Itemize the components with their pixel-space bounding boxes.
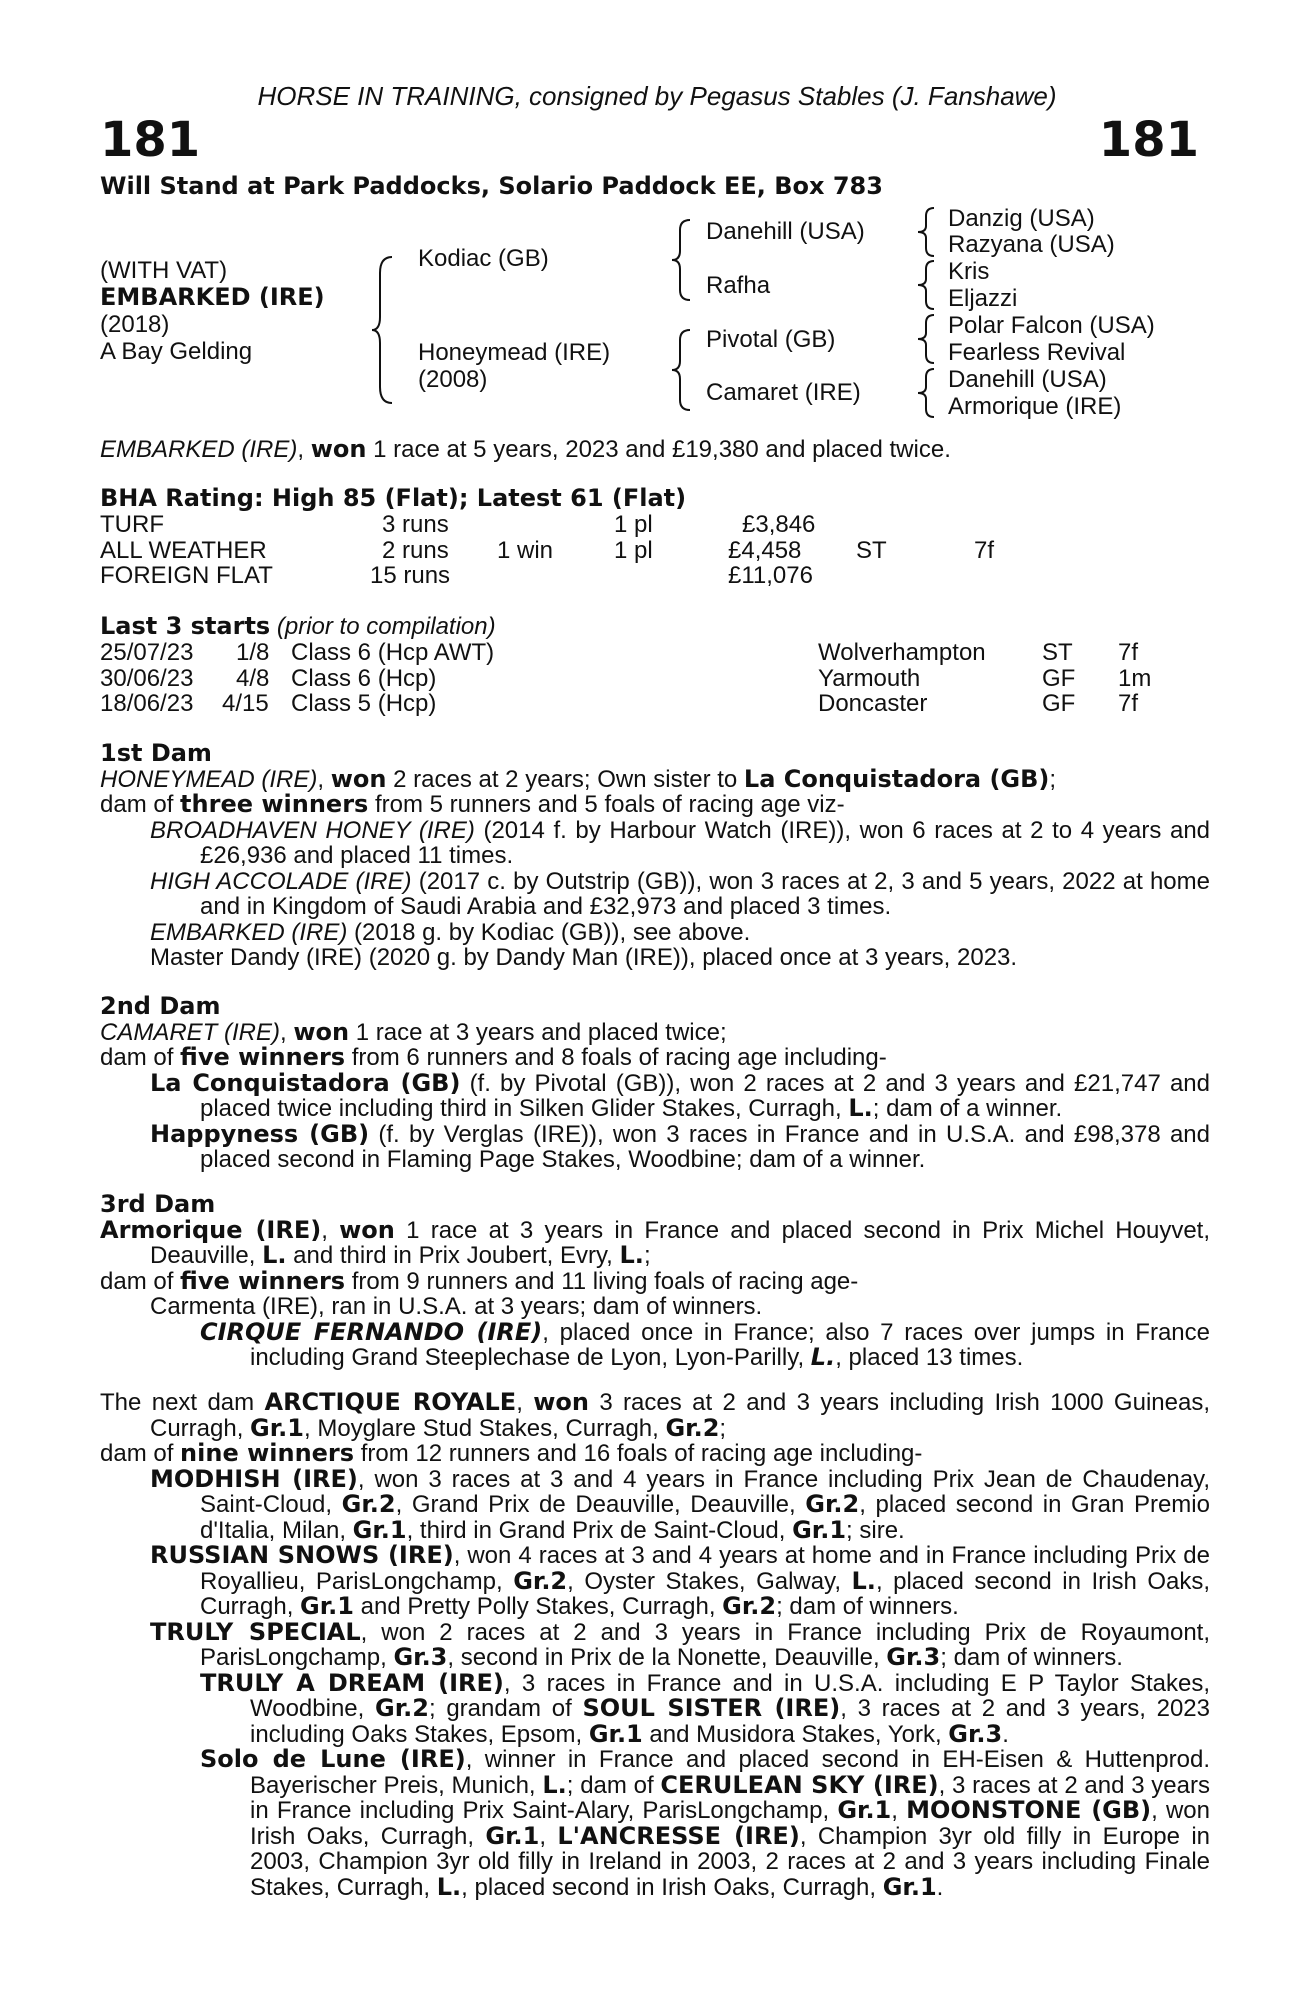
dam-of-label: dam of — [100, 1044, 181, 1071]
produce-name: Happyness (GB) — [150, 1119, 370, 1148]
start-date: 18/06/23 — [100, 690, 194, 717]
third-dam-line — [100, 1215, 1210, 1269]
pedigree-sire-dam: Rafha — [706, 272, 771, 299]
listed-label: L. — [262, 1241, 287, 1269]
rating-runs: 2 runs — [382, 536, 449, 564]
produce-text: and Pretty Polly Stakes, Curragh, — [353, 1593, 723, 1620]
dam-text: , Moyglare Stud Stakes, Curragh, — [303, 1414, 666, 1442]
produce-name: CERULEAN SKY (IRE) — [660, 1770, 939, 1799]
produce-text: , won 4 races at 3 and 4 years at home and in France including Prix de Royallieu, ParisLongchamp, — [200, 1542, 1210, 1595]
group-label: Gr.1 — [300, 1592, 354, 1620]
start-distance: 7f — [1118, 639, 1139, 666]
first-dam-line — [100, 764, 1210, 793]
rating-wins: 1 win — [497, 536, 554, 564]
group-label: Gr.1 — [250, 1413, 304, 1442]
start-distance: 1m — [1118, 664, 1152, 692]
dam-of-label: dam of — [100, 791, 181, 818]
brace-g3-1 — [918, 206, 936, 258]
horse-description: A Bay Gelding — [100, 338, 253, 365]
produce-name: EMBARKED (IRE) — [150, 918, 348, 946]
punct: ; — [719, 1414, 727, 1442]
third-dam-heading: 3rd Dam — [100, 1190, 216, 1218]
pedigree-g3-1: Danzig (USA) — [948, 205, 1095, 232]
rating-surface: ALL WEATHER — [100, 536, 267, 564]
pedigree-g3-2: Razyana (USA) — [948, 231, 1115, 258]
pedigree-g3-4: Eljazzi — [948, 285, 1018, 312]
last-starts-note: (prior to compilation) — [270, 613, 496, 640]
brace-sire-line — [672, 218, 692, 302]
rating-runs: 15 runs — [370, 562, 451, 589]
pedigree-dam-year: (2008) — [418, 366, 488, 393]
produce-name: La Conquistadora (GB) — [150, 1068, 461, 1097]
produce-entry — [100, 1668, 1210, 1748]
produce-entry — [100, 1464, 1210, 1544]
vat-label: (WITH VAT) — [100, 257, 228, 284]
produce-text: ; dam of — [566, 1771, 661, 1799]
start-distance: 7f — [1118, 690, 1139, 717]
start-position: 4/15 — [222, 690, 269, 717]
produce-text: from 9 runners and 11 living foals of racing age- — [345, 1267, 859, 1295]
rating-runs: 3 runs — [382, 511, 449, 538]
summary-text: 1 race at 5 years, 2023 and £19,380 and placed twice. — [366, 436, 951, 463]
won-label: won — [330, 764, 387, 793]
winners-count: three winners — [180, 790, 369, 818]
produce-text: , won 2 races at 2 and 3 years in France including Prix de Royaumont, ParisLongchamp, — [200, 1618, 1211, 1671]
produce-text: (f. by Verglas (IRE)), won 3 races in France and in U.S.A. and £98,378 and placed second in Flaming Page Stakes, Woodbine; dam of a winner. — [200, 1120, 1211, 1173]
start-course: Doncaster — [818, 690, 928, 717]
produce-text: ; grandam of — [428, 1695, 583, 1722]
start-course: Wolverhampton — [818, 639, 986, 666]
pedigree-sire: Kodiac (GB) — [418, 245, 549, 272]
produce-text: , winner in France and placed second in EH-Eisen & Huttenprod. Bayerischer Preis, Munich, — [250, 1746, 1211, 1799]
produce-text: , placed 13 times. — [835, 1344, 1024, 1371]
stand-location: Will Stand at Park Paddocks, Solario Paddock EE, Box 783 — [100, 172, 883, 200]
produce-text: , placed second in Irish Oaks, Curragh, — [461, 1873, 883, 1901]
won-label: won — [339, 1215, 395, 1244]
produce-text: ; dam of a winner. — [872, 1095, 1063, 1122]
listed-label: L. — [810, 1343, 836, 1371]
brace-g3-4 — [918, 367, 936, 419]
produce-text: ; dam of winners. — [776, 1593, 959, 1620]
start-class: Class 5 (Hcp) — [291, 690, 437, 717]
produce-name: TRULY A DREAM (IRE) — [200, 1668, 504, 1697]
dam-name: Armorique (IRE) — [100, 1215, 322, 1244]
separator: , — [280, 1018, 294, 1046]
group-label: Gr.1 — [352, 1515, 407, 1544]
group-label: Gr.2 — [513, 1566, 568, 1595]
group-label: Gr.1 — [792, 1515, 847, 1544]
group-label: Gr.2 — [665, 1413, 720, 1442]
pedigree-g3-7: Danehill (USA) — [948, 366, 1107, 393]
pedigree-g3-6: Fearless Revival — [948, 339, 1126, 366]
dam-text: 2 races at 2 years; Own sister to — [386, 765, 744, 793]
produce-entry: Master Dandy (IRE) (2020 g. by Dandy Man (IRE)), placed once at 3 years, 2023. — [150, 944, 1018, 971]
pedigree-dam-sire: Pivotal (GB) — [706, 326, 836, 353]
consignment-line: HORSE IN TRAINING, consigned by Pegasus Stables (J. Fanshawe) — [257, 81, 1057, 111]
produce-text: ; sire. — [846, 1516, 905, 1544]
start-going: ST — [1042, 639, 1073, 666]
pedigree-sire-sire: Danehill (USA) — [706, 218, 865, 245]
produce-name: L'ANCRESSE (IRE) — [557, 1821, 800, 1850]
rating-prize: £3,846 — [742, 511, 816, 538]
produce-entry — [100, 818, 1210, 869]
separator: , — [516, 1389, 534, 1416]
rating-prize: £11,076 — [728, 562, 813, 589]
group-label: Gr.3 — [393, 1643, 448, 1671]
produce-entry — [100, 1747, 1210, 1900]
produce-name: TRULY SPECIAL — [150, 1617, 361, 1646]
group-label: Gr.1 — [837, 1796, 892, 1824]
group-label: Gr.2 — [722, 1592, 777, 1620]
group-label: Gr.2 — [805, 1490, 860, 1518]
pedigree-g3-3: Kris — [948, 258, 990, 285]
group-label: Gr.2 — [375, 1694, 429, 1722]
second-dam-section — [100, 994, 1210, 1173]
produce-text: . — [936, 1873, 944, 1901]
dam-text: 1 race at 3 years and placed twice; — [349, 1018, 727, 1046]
horse-name: EMBARKED (IRE) — [100, 283, 325, 311]
brace-generation-1 — [372, 255, 394, 405]
produce-entry: Carmenta (IRE), ran in U.S.A. at 3 years; dam of winners. — [150, 1293, 763, 1320]
produce-text: , 3 races in France and in U.S.A. including E P Taylor Stakes, Woodbine, — [250, 1669, 1210, 1722]
produce-text: (2018 g. by Kodiac (GB)), see above. — [347, 918, 751, 946]
start-going: GF — [1042, 690, 1076, 717]
start-going: GF — [1042, 664, 1076, 692]
punct: ; — [643, 1242, 651, 1269]
produce-entry — [100, 1317, 1210, 1371]
group-label: Gr.1 — [882, 1872, 937, 1901]
produce-name: CIRQUE FERNANDO (IRE) — [200, 1317, 543, 1346]
produce-text: (f. by Pivotal (GB)), won 2 races at 2 and 3 years and £21,747 and placed twice including third in Silken Glider Stakes, Curragh, — [200, 1069, 1210, 1122]
produce-name: MODHISH (IRE) — [150, 1464, 358, 1493]
next-dam-line — [100, 1390, 1210, 1441]
group-label: Gr.2 — [341, 1490, 396, 1518]
produce-text: , 3 races at 2 and 3 years, 2023 including Oaks Stakes, Epsom, — [250, 1695, 1210, 1748]
produce-text: , second in Prix de la Nonette, Deauville, — [447, 1644, 887, 1671]
horse-year: (2018) — [100, 311, 170, 338]
produce-text: (2017 c. by Outstrip (GB)), won 3 races at 2, 3 and 5 years, 2022 at home and in Kingdom of Saudi Arabia and £32,973 and placed 3 times. — [200, 867, 1210, 920]
start-class: Class 6 (Hcp) — [291, 664, 437, 692]
brace-g3-2 — [918, 259, 936, 311]
produce-entry — [100, 1068, 1210, 1122]
rating-placed: 1 pl — [614, 536, 653, 564]
produce-text: , placed second in Irish Oaks, Curragh, — [200, 1567, 1211, 1620]
produce-text: , Grand Prix de Deauville, Deauville, — [395, 1491, 806, 1518]
rating-surface: TURF — [100, 511, 164, 538]
produce-text: , 3 races at 2 and 3 years in France including Prix Saint-Alary, ParisLongchamp, — [250, 1771, 1210, 1824]
start-date: 30/06/23 — [100, 664, 194, 692]
pedigree-dam: Honeymead (IRE) — [418, 339, 611, 366]
summary-horse-name: EMBARKED (IRE) — [100, 436, 298, 463]
first-dam-produce-line — [100, 792, 1210, 818]
third-dam-section — [100, 1192, 1210, 1371]
listed-label: L. — [848, 1094, 873, 1122]
rating-prize: £4,458 — [728, 536, 802, 564]
second-dam-heading: 2nd Dam — [100, 992, 221, 1020]
listed-label: L. — [851, 1566, 876, 1595]
next-dam-produce-line — [100, 1441, 1210, 1467]
produce-name: SOUL SISTER (IRE) — [582, 1694, 841, 1722]
start-course: Yarmouth — [818, 664, 921, 692]
produce-entry — [100, 1617, 1211, 1671]
produce-text: from 12 runners and 16 foals of racing age including- — [354, 1440, 923, 1467]
sister-name: La Conquistadora (GB) — [743, 764, 1050, 793]
start-position: 1/8 — [236, 639, 270, 666]
winners-count: five winners — [180, 1266, 346, 1295]
last-starts-title: Last 3 starts — [100, 612, 271, 640]
next-dam-label: The next dam — [100, 1389, 265, 1416]
produce-entry — [100, 1543, 1210, 1620]
last-starts-heading — [100, 614, 496, 640]
produce-text: , Oyster Stakes, Galway, — [567, 1567, 852, 1595]
listed-label: L. — [436, 1872, 462, 1901]
dam-text: and third in Prix Joubert, Evry, — [286, 1242, 620, 1269]
rating-distance: 7f — [974, 536, 995, 564]
produce-text: , third in Grand Prix de Saint-Cloud, — [406, 1516, 793, 1544]
produce-entry — [100, 920, 1210, 946]
lot-number-right: 181 — [1098, 112, 1199, 168]
produce-name: BROADHAVEN HONEY (IRE) — [150, 816, 475, 844]
rating-surface: FOREIGN FLAT — [100, 562, 273, 589]
produce-text: (2014 f. by Harbour Watch (IRE)), won 6 races at 2 to 4 years and £26,936 and placed 11 times. — [200, 816, 1211, 869]
pedigree-dam-dam: Camaret (IRE) — [706, 379, 861, 406]
first-dam-section — [100, 741, 1210, 971]
start-date: 25/07/23 — [100, 639, 194, 666]
next-dam-section — [100, 1390, 1210, 1900]
produce-name: MOONSTONE (GB) — [906, 1796, 1152, 1824]
winners-count: five winners — [180, 1043, 346, 1071]
second-dam-line — [100, 1017, 1210, 1046]
produce-entry — [100, 869, 1210, 920]
start-class: Class 6 (Hcp AWT) — [291, 639, 495, 666]
summary-won: won — [310, 435, 367, 463]
first-dam-heading: 1st Dam — [100, 739, 212, 767]
listed-label: L. — [542, 1770, 567, 1799]
produce-text: ; dam of winners. — [940, 1644, 1123, 1671]
group-label: Gr.1 — [485, 1821, 540, 1850]
dam-text: 1 race at 3 years in France and placed second in Prix Michel Houyvet, Deauville, — [150, 1216, 1210, 1269]
produce-text: , — [539, 1822, 558, 1850]
produce-text: and Musidora Stakes, York, — [642, 1720, 949, 1748]
group-label: Gr.3 — [886, 1643, 941, 1671]
separator: , — [317, 765, 331, 793]
produce-text: , won 3 races at 3 and 4 years in France including Prix Jean de Chaudenay, Saint-Cloud, — [200, 1465, 1210, 1518]
lot-number-left: 181 — [100, 112, 201, 168]
won-label: won — [533, 1388, 589, 1416]
bha-rating-heading: BHA Rating: High 85 (Flat); Latest 61 (Flat) — [100, 484, 687, 512]
produce-text: from 6 runners and 8 foals of racing age including- — [345, 1044, 887, 1071]
dam-name: CAMARET (IRE) — [100, 1018, 280, 1046]
brace-dam-line — [672, 328, 692, 412]
third-dam-produce-line — [100, 1266, 1210, 1295]
rating-placed: 1 pl — [614, 511, 653, 538]
dam-of-label: dam of — [100, 1440, 181, 1467]
brace-g3-3 — [918, 313, 936, 365]
rating-going: ST — [856, 536, 887, 564]
produce-name: Solo de Lune (IRE) — [200, 1745, 466, 1773]
dam-name: HONEYMEAD (IRE) — [100, 765, 318, 793]
produce-text: , placed once in France; also 7 races over jumps in France including Grand Steeplechase de Lyon, Lyon-Parilly, — [250, 1318, 1210, 1371]
race-summary: EMBARKED (IRE), won 1 race at 5 years, 2023 and £19,380 and placed twice. — [100, 435, 951, 463]
winners-count: nine winners — [180, 1439, 355, 1467]
produce-text: , placed second in Gran Premio d'Italia, Milan, — [200, 1491, 1210, 1544]
group-label: Gr.1 — [588, 1719, 643, 1748]
punct: ; — [1049, 765, 1057, 793]
separator: , — [321, 1216, 340, 1244]
listed-label: L. — [619, 1241, 644, 1269]
won-label: won — [293, 1017, 350, 1046]
pedigree-g3-5: Polar Falcon (USA) — [948, 312, 1155, 339]
produce-text: , — [891, 1797, 907, 1824]
dam-name: ARCTIQUE ROYALE — [264, 1388, 517, 1416]
dam-of-label: dam of — [100, 1267, 181, 1295]
produce-entry — [100, 1119, 1211, 1173]
start-position: 4/8 — [236, 664, 270, 692]
group-label: Gr.3 — [948, 1719, 1003, 1748]
dam-text: 3 races at 2 and 3 years including Irish 1000 Guineas, Curragh, — [150, 1389, 1210, 1442]
produce-text: , won Irish Oaks, Curragh, — [250, 1797, 1210, 1850]
produce-text: . — [1002, 1720, 1009, 1748]
pedigree-g3-8: Armorique (IRE) — [948, 393, 1122, 420]
second-dam-produce-line — [100, 1045, 1210, 1071]
produce-name: RUSSIAN SNOWS (IRE) — [150, 1541, 454, 1569]
produce-text: from 5 runners and 5 foals of racing age viz- — [368, 791, 845, 818]
produce-name: HIGH ACCOLADE (IRE) — [150, 867, 412, 895]
produce-text: , Champion 3yr old filly in Europe in 2003, Champion 3yr old filly in Ireland in 2003, 2 races at 2 and 3 years including Finale Stakes, Curragh, — [250, 1822, 1210, 1901]
